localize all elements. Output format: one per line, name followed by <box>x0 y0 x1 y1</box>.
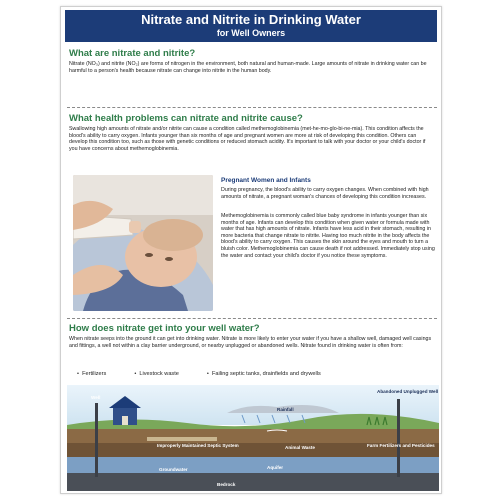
paragraph-blue-baby: Methemoglobinemia is commonly called blue baby syndrome in infants younger than six months of age. Infants can develop this condition when given water or formula made with water that has high amounts of nitrate. Infants have less acid in their stomach, resulting in more bacteria that change nitrate to nitrite. Having too much nitrite in the body affects the blood's ability to carry oxygen. This causes the skin around the eyes and mouth to turn a bluish color. Methemoglobinemia can cause death if not addressed. Immediately stop using the water and contact your child's doctor if you notice these symptoms. <box>221 213 435 259</box>
paragraph-pregnancy: During pregnancy, the blood's ability to carry oxygen changes. When combined with high amounts of nitrate, a pregnant woman's chances of developing this condition increases. <box>221 187 429 200</box>
bullet-septic: • Failing septic tanks, drainfields and drywells <box>206 371 321 377</box>
section-body-health: Swallowing high amounts of nitrate and/or nitrite can cause a condition called methemoglobinemia (met-he-mo-glo-bi-ne-mia). This condition affects the blood's ability to carry oxygen. Infants younger than six months of age and pregnant women are more at risk of developing this condition. Others can develop this condition too, such as those with genetic conditions or reduced stomach acidity. It's important to talk with your doctor or your child's doctor if you have concerns about methemoglobinemia. <box>69 126 426 152</box>
bullet-fertilizers: • Fertilizers <box>77 371 107 377</box>
section-body-what-are: Nitrate (NO₃) and nitrite (NO₂) are forms of nitrogen in the environment, both natural and human-made. Large amounts of nitrate in drinking water can be harmful to a person's health because nitrate can change into nitrite in the human body. <box>69 61 427 74</box>
source-bullet-list <box>77 371 437 377</box>
diagram-label-farm: Farm Fertilizers and Pesticides <box>367 443 435 448</box>
section-heading-how-nitrate: How does nitrate get into your well water? <box>69 323 260 334</box>
diagram-label-groundwater: Groundwater <box>159 467 188 472</box>
section-divider <box>67 107 437 108</box>
page-title: Nitrate and Nitrite in Drinking Water <box>141 12 361 27</box>
section-heading-what-are: What are nitrate and nitrite? <box>69 48 196 59</box>
diagram-label-abandoned: Abandoned Unplugged Well <box>377 389 439 394</box>
fact-sheet-page <box>60 6 442 494</box>
section-body-how-nitrate: When nitrate seeps into the ground it can get into drinking water. Nitrate is more likely to enter your water if you have a shallow well, damaged well casings and fittings, a well not within a clay barrier underground, or nearby unplugged or abandoned wells. Nitrate found in drinking water is often from: <box>69 336 432 349</box>
diagram-label-septic: Improperly Maintained Septic System <box>157 443 239 448</box>
bullet-livestock: • Livestock waste <box>134 371 179 377</box>
section-heading-health: What health problems can nitrate and nitrite cause? <box>69 113 303 124</box>
diagram-label-animal: Animal Waste <box>285 445 315 450</box>
diagram-label-rainfall: Rainfall <box>277 407 294 412</box>
well-contamination-diagram <box>67 385 439 491</box>
title-banner <box>65 10 437 42</box>
diagram-label-bedrock: Bedrock <box>217 482 236 487</box>
page-subtitle: for Well Owners <box>216 28 286 38</box>
diagram-label-well: Well <box>91 395 101 400</box>
section-divider <box>67 318 437 319</box>
baby-bottle-photo <box>73 175 213 311</box>
diagram-label-aquifer: Aquifer <box>267 465 284 470</box>
subheading-pregnant-women: Pregnant Women and Infants <box>221 177 311 184</box>
